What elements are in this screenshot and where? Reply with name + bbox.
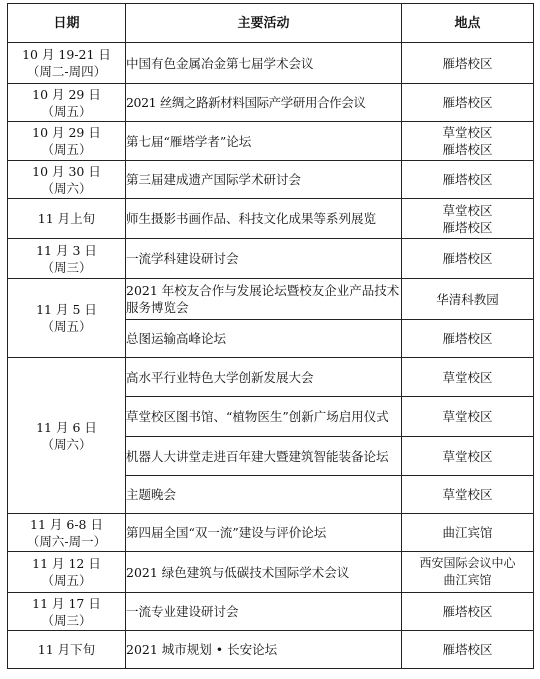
table-row (8, 631, 534, 669)
activity-cell: 第七届“雁塔学者”论坛 (126, 122, 402, 161)
activity-cell: 中国有色金属冶金第七届学术会议 (126, 43, 402, 84)
location-line: 西安国际会议中心 (419, 556, 516, 570)
location-cell (402, 320, 534, 358)
location-line: 草堂校区 (442, 409, 493, 424)
table-row (8, 279, 534, 320)
weekday-line: （周三） (41, 612, 92, 628)
location-cell (402, 239, 534, 279)
date-line: 11 月上旬 (37, 211, 96, 226)
date-cell (8, 631, 126, 669)
activity-cell: 高水平行业特色大学创新发展大会 (126, 358, 402, 397)
activity-cell: 一流学科建设研讨会 (126, 239, 402, 279)
location-cell (402, 552, 534, 593)
location-line: 华清科教园 (436, 291, 499, 307)
location-line: 曲江宾馆 (443, 573, 492, 587)
location-line: 雁塔校区 (442, 95, 493, 110)
header-activity: 主要活动 (126, 4, 402, 43)
date-line: 11 月 5 日 (36, 302, 97, 317)
weekday-line: （周五） (41, 103, 92, 119)
location-cell (402, 84, 534, 122)
table-row (8, 239, 534, 279)
date-line: 10 月 30 日 (32, 163, 101, 179)
location-cell (402, 199, 534, 239)
date-cell (8, 43, 126, 84)
location-line: 雁塔校区 (442, 55, 493, 71)
table-row (8, 552, 534, 593)
location-line: 雁塔校区 (442, 172, 493, 187)
activity-cell: 2021 绿色建筑与低碳技术国际学术会议 (126, 552, 402, 593)
location-line: 曲江宾馆 (442, 525, 493, 540)
table-row (8, 161, 534, 199)
date-line: 11 月 6 日 (36, 419, 97, 435)
date-line: 11 月下旬 (37, 642, 96, 657)
location-line: 草堂校区 (442, 487, 493, 502)
date-line: 11 月 6-8 日 (30, 516, 103, 532)
location-line: 草堂校区 (442, 202, 493, 218)
location-cell (402, 476, 534, 514)
date-cell (8, 161, 126, 199)
date-line: 11 月 17 日 (32, 595, 101, 611)
activity-cell: 主题晚会 (126, 476, 402, 514)
date-cell (8, 279, 126, 358)
date-cell (8, 514, 126, 552)
date-cell (8, 122, 126, 161)
location-cell (402, 358, 534, 397)
table-row (8, 43, 534, 84)
location-line: 雁塔校区 (442, 642, 493, 657)
date-line: 11 月 3 日 (36, 242, 97, 258)
location-cell (402, 397, 534, 437)
location-cell (402, 514, 534, 552)
date-cell (8, 84, 126, 122)
date-line: 10 月 29 日 (32, 125, 101, 140)
schedule-table (7, 3, 534, 669)
date-cell (8, 358, 126, 514)
date-line: 11 月 12 日 (32, 556, 101, 571)
location-line: 雁塔校区 (442, 331, 493, 346)
activity-cell: 草堂校区图书馆、“植物医生”创新广场启用仪式 (126, 397, 402, 437)
header-location: 地点 (402, 4, 534, 43)
location-cell (402, 279, 534, 320)
location-line: 雁塔校区 (442, 219, 493, 235)
table-row (8, 514, 534, 552)
activity-cell: 第三届建成遗产国际学术研讨会 (126, 161, 402, 199)
date-cell (8, 199, 126, 239)
location-cell (402, 161, 534, 199)
weekday-line: （周六-周一） (26, 533, 107, 549)
table-row (8, 122, 534, 161)
location-cell (402, 122, 534, 161)
activity-cell: 2021 城市规划 • 长安论坛 (126, 631, 402, 669)
date-cell (8, 239, 126, 279)
location-line: 草堂校区 (442, 448, 493, 464)
weekday-line: （周五） (41, 319, 92, 334)
activity-cell: 总图运输高峰论坛 (126, 320, 402, 358)
location-cell (402, 593, 534, 631)
date-cell (8, 552, 126, 593)
activity-cell: 机器人大讲堂走进百年建大暨建筑智能装备论坛 (126, 437, 402, 476)
location-line: 雁塔校区 (442, 604, 493, 619)
location-cell (402, 631, 534, 669)
activity-cell: 一流专业建设研讨会 (126, 593, 402, 631)
location-cell (402, 437, 534, 476)
weekday-line: （周六） (41, 180, 92, 196)
weekday-line: （周六） (41, 436, 92, 452)
activity-cell: 第四届全国“双一流”建设与评价论坛 (126, 514, 402, 552)
table-row (8, 358, 534, 397)
header-row (8, 4, 534, 43)
location-line: 草堂校区 (442, 125, 493, 140)
location-line: 雁塔校区 (442, 142, 493, 157)
location-cell (402, 43, 534, 84)
weekday-line: （周五） (41, 573, 92, 588)
weekday-line: （周三） (41, 259, 92, 275)
header-date: 日期 (8, 4, 126, 43)
date-line: 10 月 19-21 日 (22, 47, 111, 62)
table-row (8, 199, 534, 239)
table-row (8, 593, 534, 631)
activity-cell: 2021 丝绸之路新材料国际产学研用合作会议 (126, 84, 402, 122)
weekday-line: （周五） (41, 142, 92, 157)
date-cell (8, 593, 126, 631)
weekday-line: （周二-周四） (26, 64, 107, 79)
activity-cell: 师生摄影书画作品、科技文化成果等系列展览 (126, 199, 402, 239)
location-line: 雁塔校区 (442, 251, 493, 266)
date-line: 10 月 29 日 (32, 86, 101, 102)
location-line: 草堂校区 (442, 369, 493, 385)
table-row (8, 84, 534, 122)
activity-cell: 2021 年校友合作与发展论坛暨校友企业产品技术服务博览会 (126, 279, 402, 320)
